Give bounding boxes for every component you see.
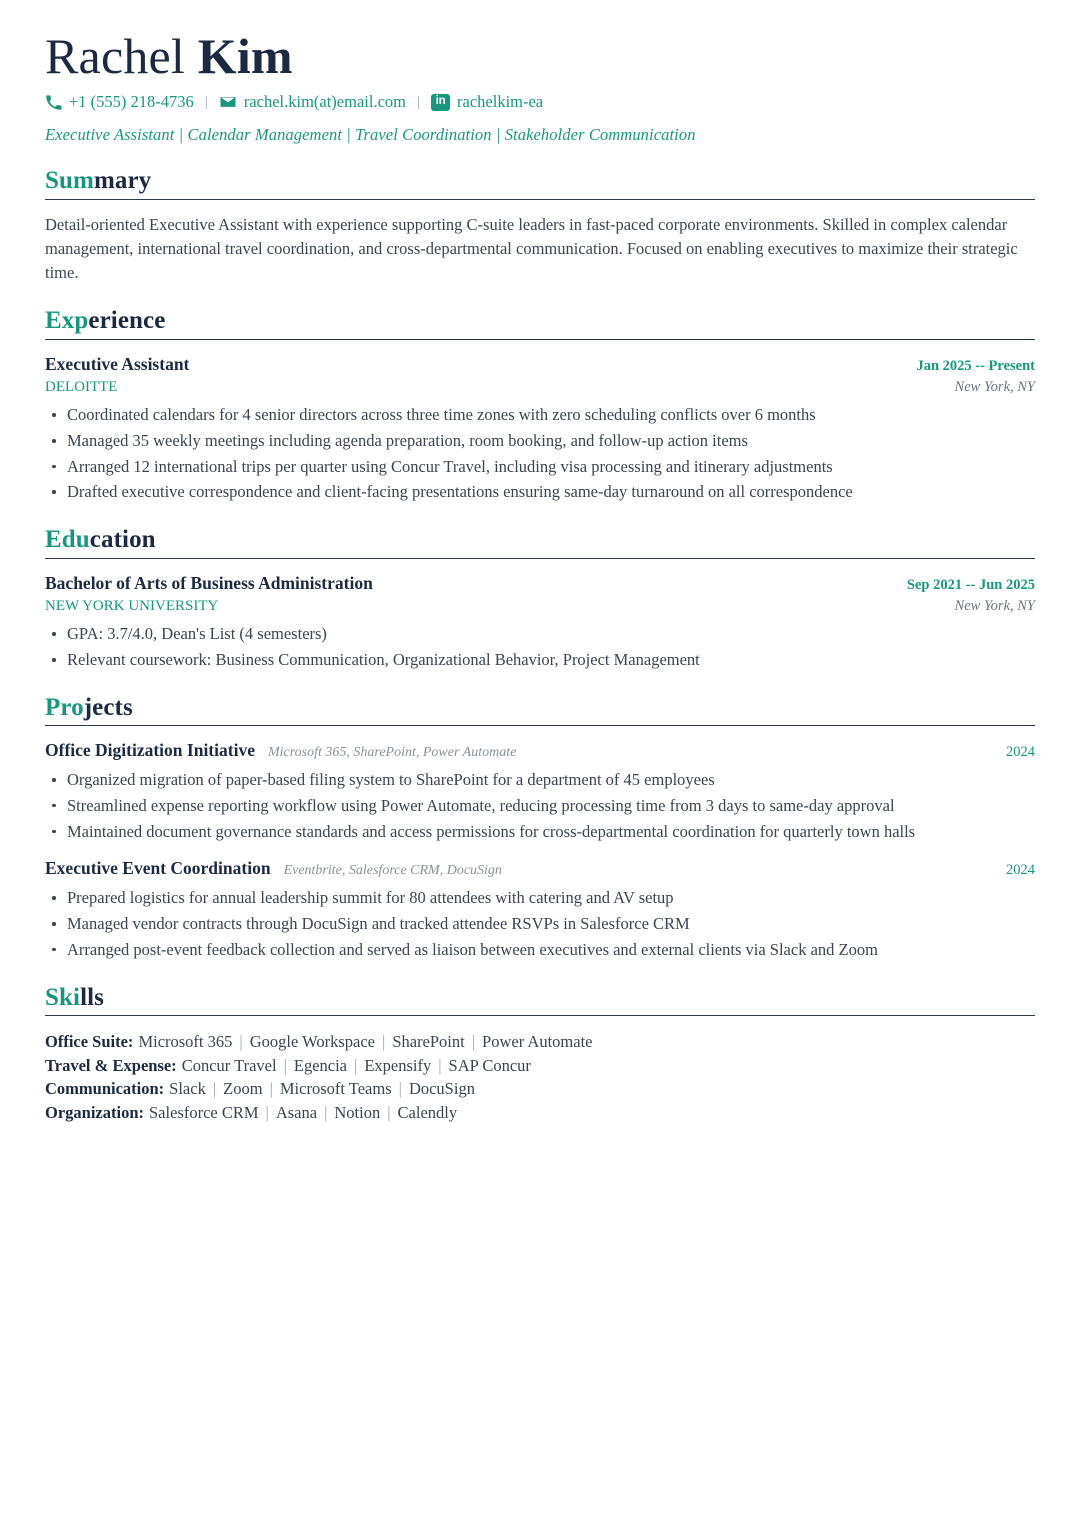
skill-separator: | bbox=[269, 1079, 273, 1099]
skill-item: DocuSign bbox=[408, 1079, 475, 1099]
degree-title: Bachelor of Arts of Business Administration bbox=[45, 572, 373, 593]
experience-heading-rest: erience bbox=[88, 307, 166, 335]
phone-icon bbox=[45, 94, 62, 111]
education-bullet-list bbox=[45, 623, 1035, 672]
contact-email[interactable] bbox=[219, 92, 406, 112]
degree-dates: Sep 2021 -- Jun 2025 bbox=[906, 576, 1035, 593]
skill-separator: | bbox=[438, 1055, 442, 1075]
skills-divider bbox=[45, 1015, 1035, 1016]
job-bullet-list bbox=[45, 404, 1035, 504]
list-item: Arranged post-event feedback collection and served as liaison between executives and external clients via Slack and Zoom bbox=[45, 939, 1035, 962]
projects-divider bbox=[45, 725, 1035, 726]
skill-row bbox=[45, 1054, 1035, 1078]
project-tech-stack: Microsoft 365, SharePoint, Power Automate bbox=[267, 745, 517, 761]
school-name: NEW YORK UNIVERSITY bbox=[45, 597, 219, 614]
education-heading-lead: Edu bbox=[45, 526, 90, 554]
skill-item: Microsoft 365 bbox=[138, 1032, 233, 1052]
project-entry bbox=[45, 740, 1035, 843]
skill-item: Notion bbox=[334, 1102, 381, 1122]
project-title: Office Digitization Initiative bbox=[45, 740, 255, 761]
skill-values bbox=[169, 1079, 475, 1098]
summary-text: Detail-oriented Executive Assistant with experience supporting C-suite leaders in fast-paced corporate environments. Skilled in complex calendar management, international travel coordination, and cross-departmental communication. Focused on enabling executives to maximize their strategic time. bbox=[45, 214, 1018, 282]
phone-text: +1 (555) 218-4736 bbox=[69, 92, 194, 111]
section-education bbox=[45, 526, 1035, 671]
company-name: DELOITTE bbox=[45, 378, 118, 395]
project-tech-stack: Eventbrite, Salesforce CRM, DocuSign bbox=[283, 863, 502, 879]
education-entry-left bbox=[45, 573, 889, 616]
summary-divider bbox=[45, 199, 1035, 200]
skill-item: Concur Travel bbox=[181, 1055, 277, 1075]
skill-item: Microsoft Teams bbox=[279, 1079, 392, 1099]
skills-list bbox=[45, 1030, 1035, 1124]
project-entry-head bbox=[45, 858, 1035, 880]
job-title: Executive Assistant bbox=[45, 353, 190, 374]
project-year: 2024 bbox=[1006, 862, 1035, 879]
skill-separator: | bbox=[354, 1055, 358, 1075]
section-summary bbox=[45, 167, 1035, 285]
project-year: 2024 bbox=[1006, 744, 1035, 761]
education-heading-rest: cation bbox=[89, 526, 156, 554]
skill-separator: | bbox=[387, 1102, 391, 1122]
skill-category: Organization: bbox=[45, 1102, 144, 1122]
experience-entry-left bbox=[45, 354, 898, 397]
skill-separator: | bbox=[324, 1102, 328, 1122]
last-name: Kim bbox=[197, 28, 293, 84]
projects-heading-lead: Pro bbox=[45, 693, 84, 721]
job-dates: Jan 2025 -- Present bbox=[916, 357, 1035, 374]
job-location: New York, NY bbox=[954, 378, 1035, 395]
candidate-name bbox=[45, 28, 1035, 84]
experience-heading bbox=[45, 307, 1035, 335]
skill-item: SharePoint bbox=[392, 1032, 465, 1052]
email-icon bbox=[219, 93, 237, 111]
experience-entry-head bbox=[45, 354, 1035, 397]
contact-linkedin[interactable] bbox=[431, 92, 543, 112]
list-item: GPA: 3.7/4.0, Dean's List (4 semesters) bbox=[45, 623, 1035, 646]
list-item: Relevant coursework: Business Communication, Organizational Behavior, Project Management bbox=[45, 649, 1035, 672]
skill-values bbox=[138, 1032, 592, 1051]
list-item: Streamlined expense reporting workflow using Power Automate, reducing processing time from 3 days to same-day approval bbox=[45, 795, 1035, 818]
linkedin-text: rachelkim-ea bbox=[457, 92, 544, 111]
list-item: Drafted executive correspondence and client-facing presentations ensuring same-day turnaround on all correspondence bbox=[45, 481, 1035, 504]
skill-separator: | bbox=[283, 1055, 287, 1075]
skill-item: Zoom bbox=[223, 1079, 263, 1099]
linkedin-icon: in bbox=[431, 94, 450, 111]
list-item: Managed vendor contracts through DocuSign and tracked attendee RSVPs in Salesforce CRM bbox=[45, 913, 1035, 936]
education-entry bbox=[45, 573, 1035, 672]
contact-separator-1: | bbox=[204, 93, 208, 110]
education-heading bbox=[45, 526, 1035, 554]
experience-heading-lead: Exp bbox=[45, 307, 89, 335]
project-entry bbox=[45, 858, 1035, 961]
skill-row bbox=[45, 1077, 1035, 1101]
experience-entry bbox=[45, 354, 1035, 504]
resume-header bbox=[45, 28, 1035, 145]
skill-item: Egencia bbox=[293, 1055, 348, 1075]
list-item: Maintained document governance standards and access permissions for cross-departmental coordination for quarterly town halls bbox=[45, 821, 1035, 844]
skill-category: Travel & Expense: bbox=[45, 1055, 177, 1075]
skill-separator: | bbox=[471, 1032, 476, 1052]
project-entry-left bbox=[45, 858, 988, 880]
experience-divider bbox=[45, 339, 1035, 340]
skill-item: Asana bbox=[275, 1102, 318, 1122]
list-item: Prepared logistics for annual leadership summit for 80 attendees with catering and AV setup bbox=[45, 887, 1035, 910]
section-projects bbox=[45, 694, 1035, 962]
skills-heading bbox=[45, 984, 1035, 1012]
skill-separator: | bbox=[382, 1032, 386, 1052]
skill-item: Power Automate bbox=[482, 1032, 593, 1052]
summary-heading bbox=[45, 167, 1035, 195]
contact-line bbox=[45, 92, 1035, 112]
summary-heading-lead: Sum bbox=[45, 167, 94, 194]
skill-item: Calendly bbox=[397, 1102, 458, 1122]
project-entry-left bbox=[45, 740, 988, 762]
skill-values bbox=[149, 1103, 457, 1122]
list-item: Managed 35 weekly meetings including agenda preparation, room booking, and follow-up action items bbox=[45, 430, 1035, 453]
contact-separator-2: | bbox=[417, 93, 421, 110]
skills-heading-rest: lls bbox=[80, 983, 104, 1011]
skill-item: Salesforce CRM bbox=[149, 1102, 259, 1122]
summary-heading-rest: mary bbox=[93, 167, 152, 194]
projects-heading bbox=[45, 694, 1035, 722]
skill-values bbox=[182, 1056, 531, 1075]
contact-phone[interactable] bbox=[45, 92, 194, 112]
list-item: Arranged 12 international trips per quarter using Concur Travel, including visa processing and itinerary adjustments bbox=[45, 456, 1035, 479]
experience-entry-right bbox=[898, 357, 1035, 397]
skills-heading-lead: Ski bbox=[45, 983, 81, 1011]
section-skills bbox=[45, 984, 1035, 1125]
project-entry-right bbox=[988, 743, 1035, 761]
email-text: rachel.kim(at)email.com bbox=[243, 92, 406, 111]
skill-category: Communication: bbox=[45, 1079, 165, 1099]
skill-separator: | bbox=[265, 1102, 269, 1122]
skill-separator: | bbox=[239, 1032, 243, 1052]
education-divider bbox=[45, 558, 1035, 559]
project-title: Executive Event Coordination bbox=[45, 858, 271, 879]
project-bullet-list bbox=[45, 769, 1035, 843]
skill-row bbox=[45, 1030, 1035, 1054]
education-entry-right bbox=[889, 576, 1035, 616]
first-name: Rachel bbox=[45, 28, 186, 84]
skill-item: SAP Concur bbox=[448, 1055, 531, 1075]
school-location: New York, NY bbox=[954, 597, 1035, 614]
project-entry-right bbox=[988, 861, 1035, 879]
list-item: Organized migration of paper-based filing system to SharePoint for a department of 45 employees bbox=[45, 769, 1035, 792]
project-entry-head bbox=[45, 740, 1035, 762]
skill-item: Expensify bbox=[364, 1055, 432, 1075]
skill-separator: | bbox=[398, 1079, 402, 1099]
skill-item: Slack bbox=[169, 1079, 206, 1099]
list-item: Coordinated calendars for 4 senior directors across three time zones with zero scheduling conflicts over 6 months bbox=[45, 404, 1035, 427]
section-experience bbox=[45, 307, 1035, 504]
education-entry-head bbox=[45, 573, 1035, 616]
skill-row bbox=[45, 1101, 1035, 1125]
skill-category: Office Suite: bbox=[45, 1032, 134, 1052]
project-bullet-list bbox=[45, 887, 1035, 961]
skill-separator: | bbox=[212, 1079, 217, 1099]
skill-item: Google Workspace bbox=[249, 1032, 375, 1052]
projects-heading-rest: jects bbox=[83, 693, 133, 721]
professional-tagline: Executive Assistant | Calendar Management | Travel Coordination | Stakeholder Communication bbox=[45, 125, 696, 144]
